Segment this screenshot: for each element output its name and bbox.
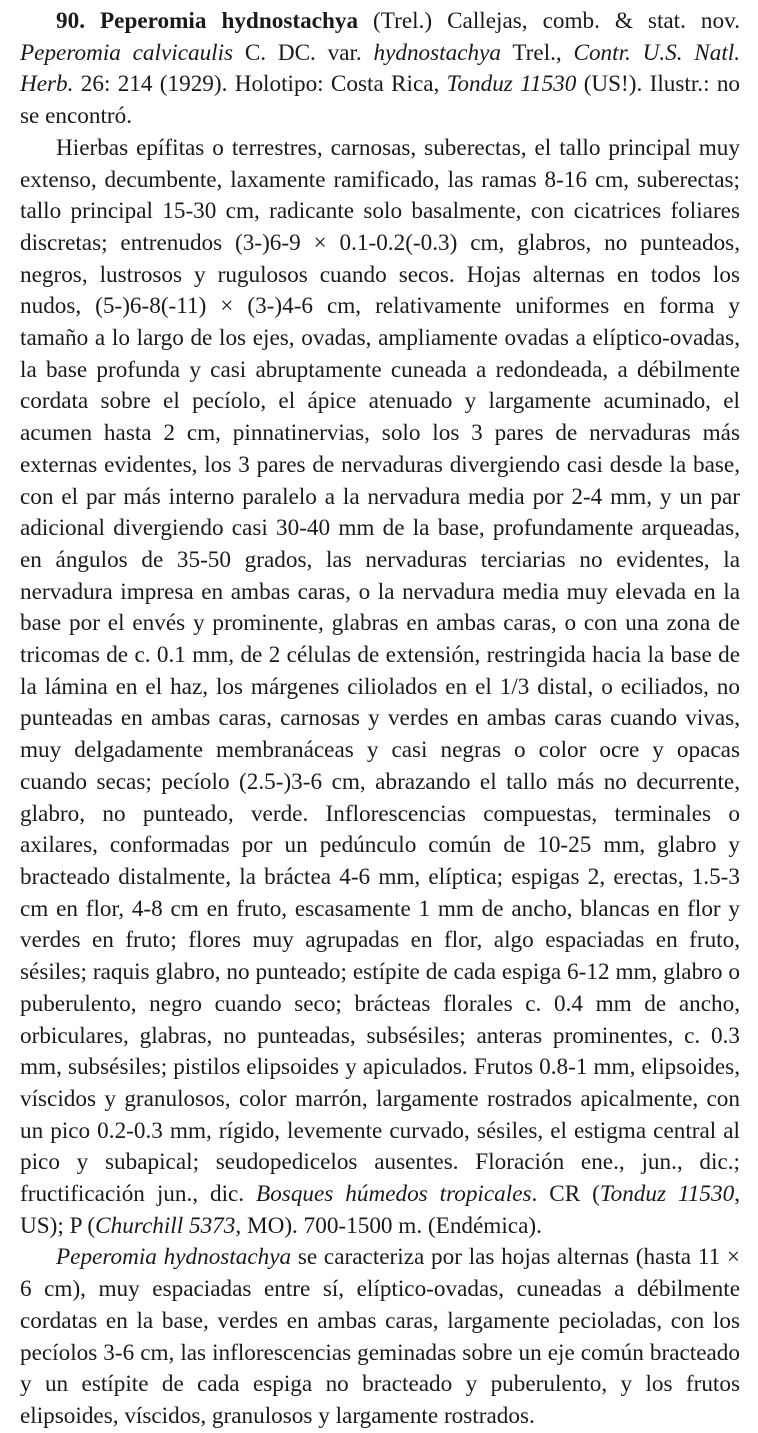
description-text: Hierbas epífitas o terrestres, carnosas, suberectas, el tallo principal muy extenso, decumbente, laxamente ramificado, las ramas 8-16 cm, suberectas; tallo principal 15-30 cm, radicante solo basalmente, con cicatrices foliares discretas; entrenudos (3-)6-9 × 0.1-0.2(-0.3) cm, glabros, no punteados, negros, lustrosos y rugulosos cuando secos. Hojas alternas en todos los nudos, (5-)6-8(-11) × (3-)4-6 cm, relativamente uniformes en forma y tamaño a lo largo de los ejes, ovadas, ampliamente ovadas a elíptico-ovadas, la base profunda y casi abruptamente cuneada a redondeada, a débilmente cordata sobre el pecíolo, el ápice atenuado y largamente acuminado, el acumen hasta 2 cm, pinnatinervias, solo los 3 pares de nervaduras más externas evidentes, los 3 pares de nervaduras divergiendo casi desde la base, con el par más interno paralelo a la nervadura media por 2-4 mm, y un par adicional divergiendo casi 30-40 mm de la base, profundamente arqueadas, en ángulos de 35-50 grados, las nervaduras terciarias no evidentes, la nervadura impresa en ambas caras, o la nervadura media muy elevada en la base por el envés y prominente, glabras en ambas caras, o con una zona de tricomas de c. 0.1 mm, de 2 células de extensión, restringida hacia la base de la lámina en el haz, los márgenes ciliolados en el 1/3 distal, o eciliados, no punteadas en ambas caras, carnosas y verdes en ambas caras cuando vivas, muy delgadamente membranáceas y casi negras o color ocre y opacas cuando secas; pecíolo (2.5-)3-6 cm, abrazando el tallo más no decurrente, glabro, no punteado, verde. Inflorescencias compuestas, terminales o axilares, conformadas por un pedúnculo común de 10-25 mm, glabro y bracteado distalmente, la bráctea 4-6 mm, elíptica; espigas 2, erectas, 1.5-3 cm en flor, 4-8 cm en fruto, escasamente 1 mm de ancho, blancas en flor y verdes en fruto; flores muy agrupadas en flor, algo espaciadas en fruto, sésiles; raquis glabro, no punteado; estípite de cada espiga 6-12 mm, glabro o puberulento, negro cuando seco; brácteas florales c. 0.4 mm de ancho, orbiculares, glabras, no punteadas, subsésiles; anteras prominentes, c. 0.3 mm, subsésiles; pistilos elipsoides y apiculados. Frutos 0.8-1 mm, elipsoides, víscidos y granulosos, color marrón, largamente rostrados apicalmente, con un pico 0.2-0.3 mm, rígido, levemente curvado, sésiles, el estigma central al pico y subapical; seudopedicelos ausentes. Floración ene., jun., dic.; fructificación jun., dic.: [20, 134, 740, 1208]
distribution-p-collector: Churchill 5373: [95, 1212, 236, 1239]
discussion-paragraph: [20, 1242, 740, 1432]
entry-number: 90.: [56, 8, 85, 34]
citation-details: 26: 214 (1929). Holotipo: Costa Rica,: [80, 71, 440, 98]
distribution-cr-prefix: . CR (: [531, 1181, 600, 1208]
species-authors: (Trel.) Callejas, comb. & stat. nov.: [373, 8, 740, 34]
distribution-cr-suffix: , US); P (: [20, 1181, 740, 1239]
distribution-p-suffix: , MO). 700-1500 m. (Endémica).: [235, 1212, 542, 1239]
basionym-author: C. DC. var.: [244, 39, 362, 66]
citation-journal: Contr. U.S. Natl. Herb.: [20, 39, 740, 98]
illustration-note: Ilustr.: no se encontró.: [20, 71, 741, 130]
holotype-herbarium: (US!).: [583, 71, 643, 98]
discussion-species: Peperomia hydnostachya: [56, 1244, 292, 1271]
species-heading-paragraph: [20, 6, 740, 133]
species-name: Peperomia hydnostachya: [99, 8, 359, 34]
description-paragraph: [20, 133, 740, 1243]
discussion-text: se caracteriza por las hojas alternas (hasta 11 × 6 cm), muy espaciadas entre sí, elíptico-ovadas, cuneadas a débilmente cordatas en la base, verdes en ambas caras, largamente pecioladas, con los pecíolos 3-6 cm, las inflorescencias geminadas sobre un eje común bracteado y un estípite de cada espiga no bracteado y puberulento, y los frutos elipsoides, víscidos, granulosos y largamente rostrados.: [20, 1244, 740, 1429]
basionym-name: Peperomia calvicaulis: [20, 39, 234, 66]
basionym-variety-author: Trel.,: [512, 39, 562, 66]
basionym-variety: hydnostachya: [373, 39, 501, 66]
distribution-cr-collector: Tonduz 11530: [599, 1181, 735, 1208]
holotype-collector: Tonduz 11530: [446, 71, 577, 98]
habitat: Bosques húmedos tropicales: [256, 1181, 532, 1208]
